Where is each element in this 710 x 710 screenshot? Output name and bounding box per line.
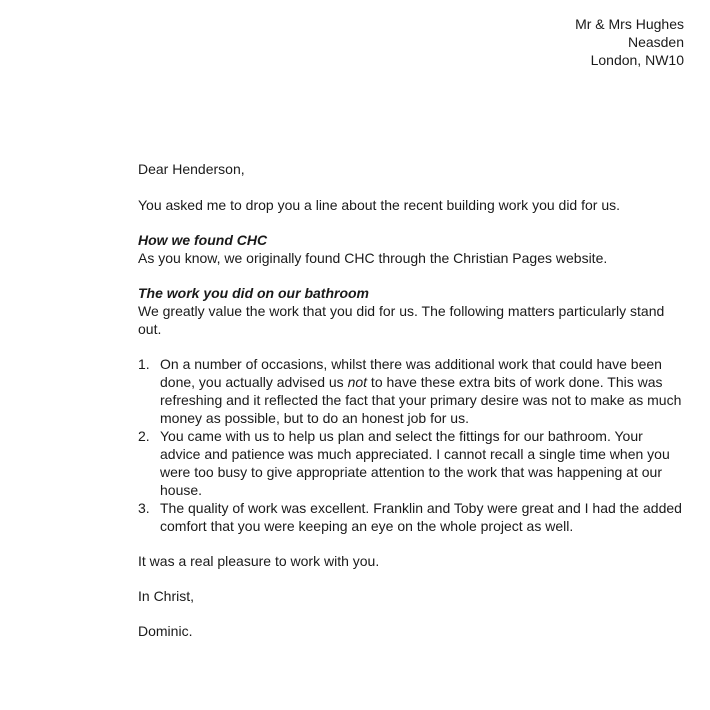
- letter-body: [138, 160, 686, 640]
- intro-paragraph: You asked me to drop you a line about the recent building work you did for us.: [138, 197, 621, 213]
- section-text: We greatly value the work that you did for us. The following matters particularly stand out.: [138, 303, 665, 337]
- list-item-number: 3.: [138, 500, 150, 516]
- list-item-text: On a number of occasions, whilst there was additional work that could have been done, you actually advised us not to have these extra bits of work done. This was refreshing and it reflected the fact that your primary desire was not to make as much money as possible, but to do an honest job for us.: [160, 356, 682, 426]
- closing-paragraph: It was a real pleasure to work with you.: [138, 553, 380, 569]
- emphasis-text: not: [347, 374, 368, 390]
- list-item-text: You came with us to help us plan and select the fittings for our bathroom. Your advice and patience was much appreciated. I cannot recall a single time when you were too busy to give appropriate attention to the work that was happening at our house.: [160, 428, 670, 498]
- list-item: [138, 427, 686, 499]
- section-heading: How we found CHC: [138, 232, 268, 248]
- address-line-3: London, NW10: [590, 52, 684, 68]
- section-text: As you know, we originally found CHC through the Christian Pages website.: [138, 250, 608, 266]
- list-item: [138, 499, 686, 535]
- section-heading: The work you did on our bathroom: [138, 285, 369, 301]
- matters-list: [138, 355, 686, 535]
- address-line-1: Mr & Mrs Hughes: [575, 16, 684, 32]
- section-how-we-found: [138, 231, 686, 267]
- list-item-text: The quality of work was excellent. Franklin and Toby were great and I had the added comfort that you were keeping an eye on the whole project as well.: [160, 500, 682, 534]
- list-item: [138, 355, 686, 427]
- list-item-number: 1.: [138, 356, 150, 372]
- address-line-2: Neasden: [627, 34, 684, 50]
- signoff: In Christ,: [138, 588, 195, 604]
- signature: Dominic.: [138, 623, 193, 639]
- list-item-number: 2.: [138, 428, 150, 444]
- sender-address: [575, 15, 684, 69]
- salutation: Dear Henderson,: [138, 161, 245, 177]
- section-bathroom-work: [138, 284, 686, 338]
